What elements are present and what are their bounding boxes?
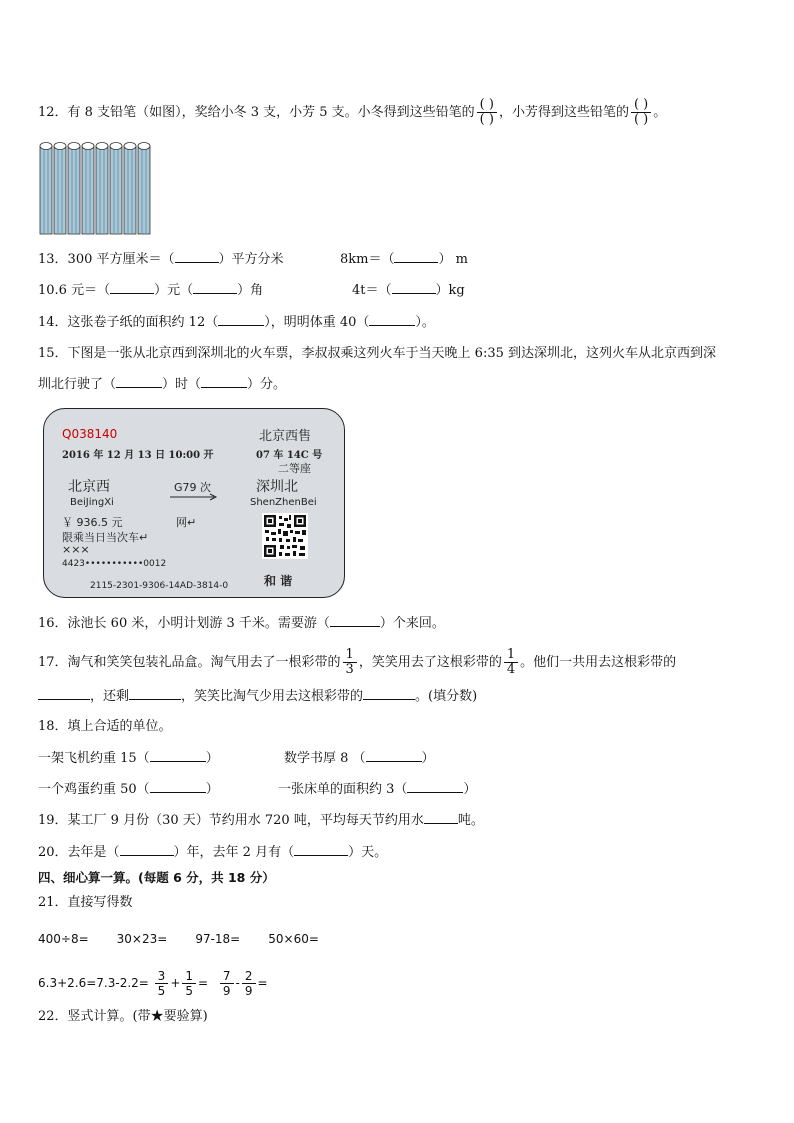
paren-den: ( ) <box>633 112 649 127</box>
text: ）kg <box>435 283 465 298</box>
text: 一张床单的面积约 3（ <box>278 782 408 797</box>
ticket-date: 2016 年 12 月 13 日 10:00 开 <box>62 450 214 461</box>
denominator: 5 <box>185 984 194 998</box>
question-18b <box>284 749 435 768</box>
ticket-limit: 限乘当日当次车↵ <box>62 531 149 544</box>
pencil-icon <box>110 143 122 235</box>
ticket-train: G79 次 <box>174 481 212 494</box>
text: 14．这张卷子纸的面积约 12（ <box>38 315 219 330</box>
numerator: 1 <box>343 648 357 663</box>
text: ） <box>205 782 219 797</box>
fraction-blank-2 <box>631 98 651 127</box>
question-12 <box>38 98 666 127</box>
arrow-right-icon <box>170 493 218 501</box>
operator: + <box>170 976 181 990</box>
text: 21．直接写得数 <box>38 895 133 910</box>
question-21-title <box>38 894 133 912</box>
question-18-title <box>38 718 172 736</box>
question-22-title <box>38 1008 208 1026</box>
answer-blank[interactable] <box>116 375 162 388</box>
pencil-icon <box>40 143 52 235</box>
text: 15．下图是一张从北京西到深圳北的火车票，李叔叔乘这列火车于当天晚上 6:35 到达深圳北，这列火车从北京西到深 <box>38 346 717 361</box>
question-14 <box>38 313 435 332</box>
question-17-line1 <box>38 648 676 677</box>
text: ） m <box>438 252 468 267</box>
answer-blank[interactable] <box>394 250 438 263</box>
paren-den: ( ) <box>479 112 494 127</box>
question-19 <box>38 811 484 830</box>
train-ticket <box>43 408 345 598</box>
question-18d <box>278 780 476 799</box>
text: ）天。 <box>348 845 388 860</box>
ticket-net: 网↵ <box>176 516 197 529</box>
text: ）元（ <box>154 283 194 298</box>
denominator: 3 <box>345 662 354 677</box>
text: ） <box>421 751 435 766</box>
question-20 <box>38 843 387 862</box>
ticket-to: 深圳北 <box>256 479 298 495</box>
text: 22．竖式计算。(带★要验算) <box>38 1009 208 1024</box>
text: ）时（ <box>162 377 202 392</box>
text: 吨。 <box>457 813 484 828</box>
text: 。他们一共用去这根彩带的 <box>520 655 677 670</box>
text: ，还剩 <box>90 689 130 704</box>
answer-blank[interactable] <box>150 749 206 762</box>
answer-blank[interactable] <box>392 281 436 294</box>
qr-code-icon <box>262 513 308 559</box>
numerator: 7 <box>220 969 234 984</box>
expression: 50×60= <box>268 932 319 946</box>
fraction <box>155 969 169 998</box>
pencil-icon <box>82 143 94 235</box>
question-18a <box>38 749 219 768</box>
expression: 7.3-2.2= <box>96 976 149 990</box>
equals: = <box>257 976 268 990</box>
text: 一架飞机约重 15（ <box>38 751 150 766</box>
text: 17．淘气和笑笑包装礼品盒。淘气用去了一根彩带的 <box>38 655 341 670</box>
answer-blank[interactable] <box>129 687 181 700</box>
q12-end: 。 <box>653 105 667 120</box>
text: 20．去年是（ <box>38 845 120 860</box>
text: ） <box>463 782 477 797</box>
answer-blank[interactable] <box>363 687 415 700</box>
text: 13．300 平方厘米＝（ <box>38 252 175 267</box>
denominator: 5 <box>157 984 166 998</box>
q12-text2: ，小芳得到这些铅笔的 <box>498 105 629 120</box>
text: ）角 <box>237 283 264 298</box>
pencil-icon <box>54 143 66 235</box>
text: ，笑笑用去了这根彩带的 <box>358 655 502 670</box>
question-13c <box>38 281 263 300</box>
text: ，笑笑比淘气少用去这根彩带的 <box>181 689 364 704</box>
text: ）平方分米 <box>218 252 284 267</box>
answer-blank[interactable] <box>150 780 206 793</box>
q12-text1: 12．有 8 支铅笔（如图），奖给小冬 3 支，小芳 5 支。小冬得到这些铅笔的 <box>38 105 475 120</box>
paren-num: ( ) <box>477 98 497 113</box>
text: 19．某工厂 9 月份（30 天）节约用水 720 吨，平均每天节约用水 <box>38 813 424 828</box>
pencils-figure <box>38 140 158 238</box>
question-16 <box>38 614 445 633</box>
answer-blank[interactable] <box>330 614 380 627</box>
paren-num: ( ) <box>631 98 651 113</box>
fraction <box>242 969 256 998</box>
question-13a <box>38 250 284 269</box>
fraction <box>182 969 196 998</box>
ticket-office: 北京西售 <box>259 429 312 444</box>
answer-blank[interactable] <box>110 281 154 294</box>
answer-blank[interactable] <box>407 780 463 793</box>
answer-blank[interactable] <box>120 843 174 856</box>
question-13d <box>352 281 465 300</box>
ticket-price: ￥ 936.5 元 <box>62 516 123 529</box>
text: 18．填上合适的单位。 <box>38 719 172 734</box>
text: 。(填分数) <box>415 689 478 704</box>
question-21-row1 <box>38 930 319 948</box>
text: ）。 <box>415 315 435 330</box>
numerator: 2 <box>242 969 256 984</box>
answer-blank[interactable] <box>294 843 348 856</box>
ticket-from-pinyin: BeiJingXi <box>70 497 114 508</box>
text: ） <box>205 751 219 766</box>
answer-blank[interactable] <box>366 749 422 762</box>
pencil-icon <box>124 143 136 235</box>
section-heading: 四、细心算一算。(每题 6 分，共 18 分） <box>38 870 275 885</box>
ticket-seat: 07 车 14C 号 <box>256 450 323 461</box>
numerator: 3 <box>155 969 169 984</box>
denominator: 9 <box>244 984 253 998</box>
pencil-icon <box>68 143 80 235</box>
answer-blank[interactable] <box>369 313 415 326</box>
denominator: 4 <box>506 662 516 677</box>
question-13b <box>340 250 468 269</box>
answer-blank[interactable] <box>38 687 90 700</box>
ticket-to-pinyin: ShenZhenBei <box>250 497 317 508</box>
fraction-one-third <box>343 648 357 677</box>
question-21-row2 <box>38 969 268 998</box>
denominator: 9 <box>222 984 231 998</box>
text: 4t＝（ <box>352 283 392 298</box>
answer-blank[interactable] <box>218 313 264 326</box>
expression: 6.3+2.6= <box>38 976 97 990</box>
text: ）个来回。 <box>379 616 445 631</box>
text: 16．泳池长 60 米，小明计划游 3 千米。需要游（ <box>38 616 330 631</box>
fraction-blank-1 <box>477 98 497 127</box>
ticket-from: 北京西 <box>68 479 110 495</box>
expression: 400÷8= <box>38 932 89 946</box>
fraction <box>220 969 234 998</box>
text: 8km＝（ <box>340 252 395 267</box>
text: ），明明体重 40（ <box>264 315 370 330</box>
answer-blank[interactable] <box>201 375 247 388</box>
question-18c <box>38 780 219 799</box>
ticket-class: 二等座 <box>278 462 311 475</box>
text: ）年，去年 2 月有（ <box>173 845 295 860</box>
question-15-line2 <box>38 375 286 394</box>
numerator: 1 <box>182 969 196 984</box>
equals: = <box>198 976 209 990</box>
expression: 97-18= <box>195 932 241 946</box>
text: 圳北行驶了（ <box>38 377 117 392</box>
fraction-one-fourth <box>504 648 518 677</box>
numerator: 1 <box>504 648 518 663</box>
operator: - <box>235 976 240 990</box>
answer-blank[interactable] <box>175 250 219 263</box>
text: 10.6 元＝（ <box>38 283 111 298</box>
question-15-line1 <box>38 345 716 363</box>
text: 一个鸡蛋约重 50（ <box>38 782 150 797</box>
answer-blank[interactable] <box>193 281 237 294</box>
pencil-icon <box>96 143 108 235</box>
text: ）分。 <box>247 377 287 392</box>
answer-blank[interactable] <box>424 811 458 824</box>
question-17-line2 <box>38 687 477 706</box>
ticket-name: ××× <box>62 543 90 556</box>
pencil-icon <box>138 143 150 235</box>
text: 数学书厚 8 （ <box>284 751 366 766</box>
ticket-serial: 2115-2301-9306-14AD-3814-0 <box>90 581 229 591</box>
ticket-id: 4423•••••••••••0012 <box>62 559 167 569</box>
ticket-slogan: 和 谐 <box>264 574 293 588</box>
ticket-code: Q038140 <box>62 427 118 441</box>
expression: 30×23= <box>116 932 168 946</box>
